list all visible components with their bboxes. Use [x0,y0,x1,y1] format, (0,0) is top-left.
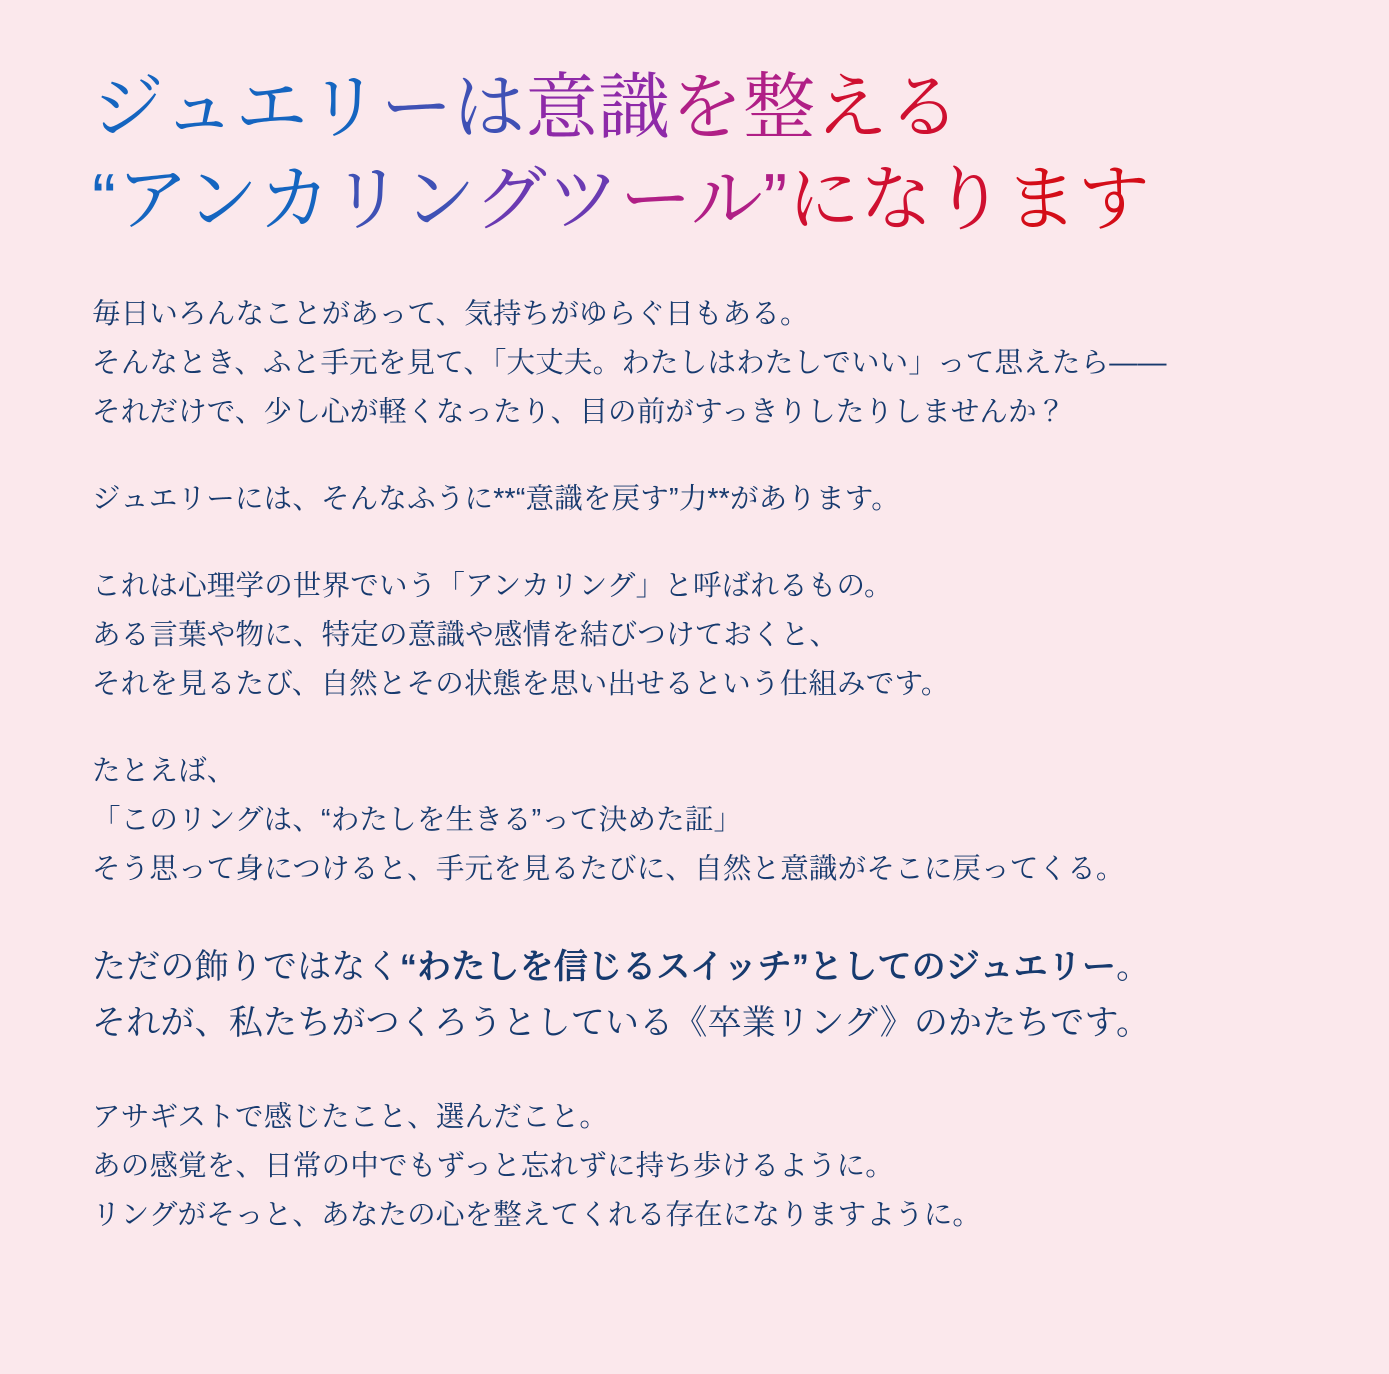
paragraph-line: アサギストで感じたこと、選んだこと。 [92,1100,609,1133]
highlight-statement [92,940,1299,1050]
title-segment: ます [1005,160,1151,241]
title-segment: 意識 [525,68,671,148]
paragraph-line: そう思って身につけると、手元を見るたびに、自然と意識がそこに戻ってくる。 [92,853,1125,886]
paragraph-line: そんなとき、ふと手元を見て、「大丈夫。わたしはわたしでいい」って思えたら—— [92,347,1167,380]
paragraph-line: ジュエリーには、そんなふうに**“意識を戻す”力**があります。 [92,483,900,516]
paragraph-line: それを見るたび、自然とその状態を思い出せるという仕組みです。 [92,668,950,701]
title-segment: える [815,68,961,148]
paragraph-line: 「このリングは、“わたしを生きる”って決めた証」 [92,804,743,837]
highlight-line-2: それが、私たちがつくろうとしている《卒業リング》のかたちです。 [92,1003,1151,1042]
title-segment: になり [787,160,1006,241]
spacer [92,932,1299,940]
paragraph-line: あの感覚を、日常の中でもずっと忘れずに持ち歩けるように。 [92,1149,894,1182]
paragraph-example [92,747,1299,894]
page-title-line-1 [92,62,1299,154]
highlight-plain: ただの飾りではなく [92,948,400,987]
page-title-line-2 [92,154,1299,246]
paragraph-line: これは心理学の世界でいう「アンカリング」と呼ばれるもの。 [92,570,893,603]
paragraph-line: それだけで、少し心が軽くなったり、目の前がすっきりしたりしませんか？ [92,396,1066,429]
paragraph-line: ある言葉や物に、特定の意識や感情を結びつけておくと、 [92,619,839,652]
title-segment: “アンカ [92,160,332,241]
title-segment: を整 [670,68,816,148]
body-copy [92,290,1299,1239]
title-segment: リン [331,160,475,241]
paragraph-line: 毎日いろんなことがあって、気持ちがゆらぐ日もある。 [92,298,809,331]
paragraph-intro [92,290,1299,437]
paragraph-closing [92,1093,1299,1240]
title-segment: ジュエリ [92,68,381,148]
title-segment: ール” [619,160,788,241]
paragraph-power [92,475,1299,524]
highlight-bold: “わたしを信じるスイッチ”としてのジュエリー [399,948,1117,987]
highlight-tail: 。 [1116,948,1151,987]
paragraph-anchoring [92,562,1299,709]
title-segment: ーは [380,68,526,148]
highlight-line-1 [92,940,1299,995]
paragraph-line: たとえば、 [92,755,236,788]
page-title [92,62,1299,246]
title-segment: グツ [474,160,620,241]
paragraph-line: リングがそっと、あなたの心を整えてくれる存在になりますように。 [92,1198,982,1231]
